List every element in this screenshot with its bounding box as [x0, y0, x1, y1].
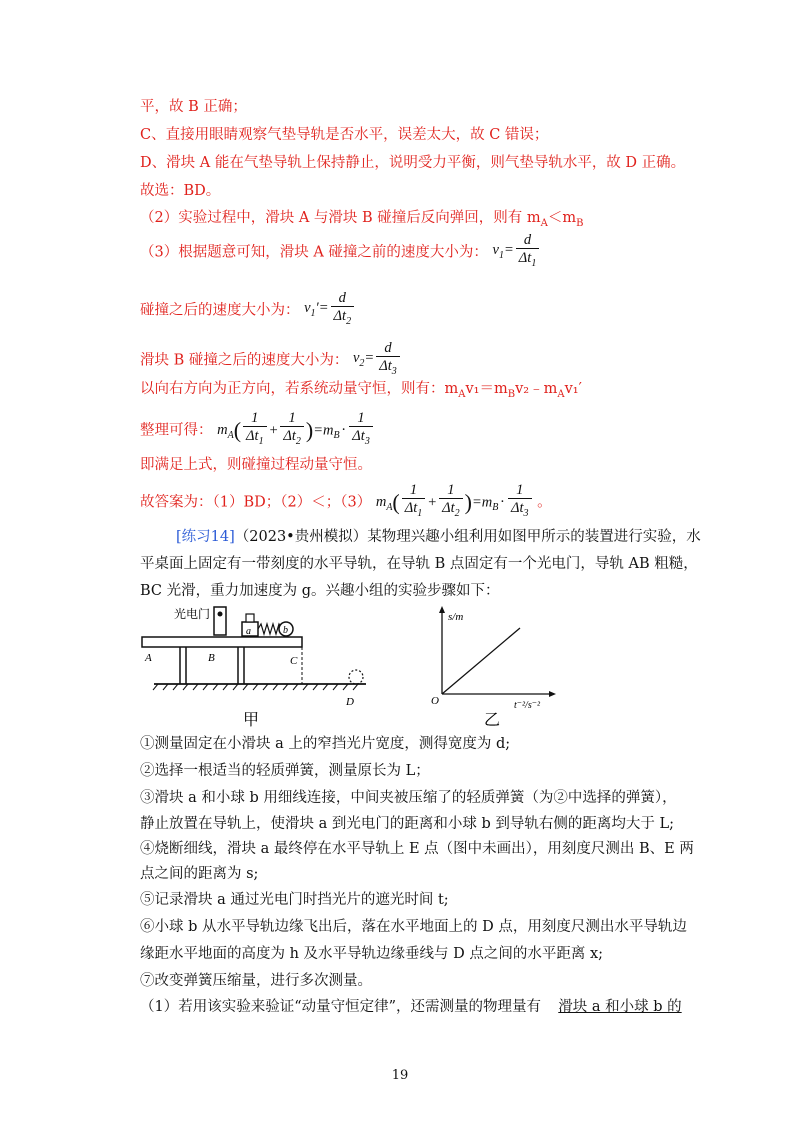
landing-ball [349, 670, 363, 684]
part3-text: （3）根据题意可知，滑块 A 碰撞之前的速度大小为： [140, 244, 488, 261]
step-4b: 点之间的距离为 s; [140, 866, 259, 882]
answer-line-choice: 故选：BD。 [140, 183, 221, 199]
fraction-d-over-dt2: $\frac{d}{\Delta t_2}$ [331, 290, 355, 331]
answer-line-option-d: D、滑块 A 能在气垫导轨上保持静止，说明受力平衡，则气垫导轨水平，故 D 正确。 [140, 155, 686, 171]
after-collision-text: 碰撞之后的速度大小为： [140, 302, 300, 319]
answer-rearranged: 整理可得： $m_A$( $\frac{1}{\Delta t_1}$ + $\frac{1}{\Delta t_2}$ )$=m_B$ · $\frac{1}{\Delta t_3}$ [140, 410, 375, 451]
step-3a: ③滑块 a 和小球 b 用细线连接，中间夹被压缩了的轻质弹簧（为②中选择的弹簧）， [140, 790, 677, 806]
label-a: a [246, 626, 251, 637]
label-C: C [290, 655, 298, 667]
exercise-intro-2: 平桌面上固定有一带刻度的水平导轨，在导轨 B 点固定有一个光电门，导轨 AB 粗糙， [140, 556, 698, 572]
graph-line [442, 628, 520, 694]
answer-part2-sub-b: B [576, 217, 584, 229]
caption-yi: 乙 [484, 712, 501, 729]
step-1: ①测量固定在小滑块 a 上的窄挡光片宽度，测得宽度为 d; [140, 736, 511, 752]
label-B: B [208, 652, 215, 664]
answer-part2-text: （2）实验过程中，滑块 A 与滑块 B 碰撞后反向弹回，则有 m [140, 210, 541, 226]
page-number: 19 [391, 1068, 409, 1083]
label-A: A [145, 652, 152, 664]
answer-block-b-v2 [140, 340, 402, 381]
step-6a: ⑥小球 b 从水平导轨边缘飞出后，落在水平地面上的 D 点，用刻度尺测出水平导轨边 [140, 919, 687, 935]
answer-part3-v1 [140, 232, 541, 273]
figure-apparatus [140, 604, 380, 730]
answer-part2-sub-a: A [540, 217, 548, 229]
question-1 [140, 996, 682, 1018]
photogate [214, 607, 226, 635]
question-1-text: （1）若用该实验来验证“动量守恒定律”，还需测量的物理量有 [140, 999, 542, 1015]
figure-graph [424, 604, 564, 730]
graph-ylabel: s/m [448, 611, 464, 623]
caption-jia: 甲 [243, 712, 260, 729]
formula-v1-prime: $v_1'=$ [304, 299, 329, 319]
label-b: b [283, 625, 288, 636]
answer-part2 [140, 207, 584, 235]
formula-v1: $v_1=$ [492, 241, 514, 261]
answer-momentum-line: 以向右方向为正方向，若系统动量守恒，则有：$m_Av_1=m_Bv_2﹣m_Av_1'$ [140, 381, 582, 400]
exercise-tag: [练习14] [176, 529, 235, 545]
answer-final: 故答案为：（1）BD；（2）＜；（3） $m_A$( $\frac{1}{\Delta t_1}$ + $\frac{1}{\Delta t_2}$ )$=m_B$ · $\frac{1}{\Delta t_3}$ 。 [140, 482, 552, 519]
step-6b: 缘距水平地面的高度为 h 及水平导轨边缘垂线与 D 点之间的水平距离 x; [140, 946, 604, 962]
block-b-text: 滑块 B 碰撞之后的速度大小为： [140, 352, 349, 369]
step-5: ⑤记录滑块 a 通过光电门时挡光片的遮光时间 t; [140, 892, 449, 908]
step-3b: 静止放置在导轨上，使滑块 a 到光电门的距离和小球 b 到导轨右侧的距离均大于 L; [140, 816, 674, 832]
answer-part2-lt: ＜m [547, 210, 577, 226]
formula-final: $m_A$( $\frac{1}{\Delta t_1}$ + $\frac{1}{\Delta t_2}$ )$=m_B$ · $\frac{1}{\Delta t_3}$ [376, 494, 537, 510]
exercise-intro-1: [练习14]（2023•贵州模拟）某物理兴趣小组利用如图甲所示的装置进行实验，水 [176, 529, 701, 545]
fraction-d-over-dt1: $\frac{d}{\Delta t_1}$ [516, 232, 540, 273]
answer-conclusion: 即满足上式，则碰撞过程动量守恒。 [140, 457, 372, 473]
step-7: ⑦改变弹簧压缩量，进行多次测量。 [140, 973, 372, 989]
formula-rearranged: $m_A$( $\frac{1}{\Delta t_1}$ + $\frac{1}{\Delta t_2}$ )$=m_B$ · $\frac{1}{\Delta t_3}$ [217, 422, 375, 438]
answer-line-option-c: C、直接用眼睛观察气垫导轨是否水平，误差太大，故 C 错误； [140, 127, 549, 143]
track [142, 637, 302, 647]
step-4a: ④烧断细线，滑块 a 最终停在水平导轨上 E 点（图中未画出），用刻度尺测出 B、E 两 [140, 841, 694, 857]
fraction-d-over-dt3: $\frac{d}{\Delta t_3}$ [376, 340, 400, 381]
label-D: D [346, 696, 354, 708]
graph-origin: O [431, 695, 439, 707]
graph-xlabel: t⁻²/s⁻² [514, 700, 541, 711]
step-2: ②选择一根适当的轻质弹簧，测量原长为 L； [140, 763, 430, 779]
formula-v2: $v_2=$ [352, 349, 375, 369]
answer-after-collision-v1 [140, 290, 356, 331]
photogate-label: 光电门 [174, 607, 211, 621]
exercise-intro-3: BC 光滑，重力加速度为 g。兴趣小组的实验步骤如下： [140, 583, 500, 599]
question-1-answer: 滑块 a 和小球 b 的 [558, 999, 682, 1015]
answer-line-b-correct: 平，故 B 正确； [140, 99, 247, 115]
